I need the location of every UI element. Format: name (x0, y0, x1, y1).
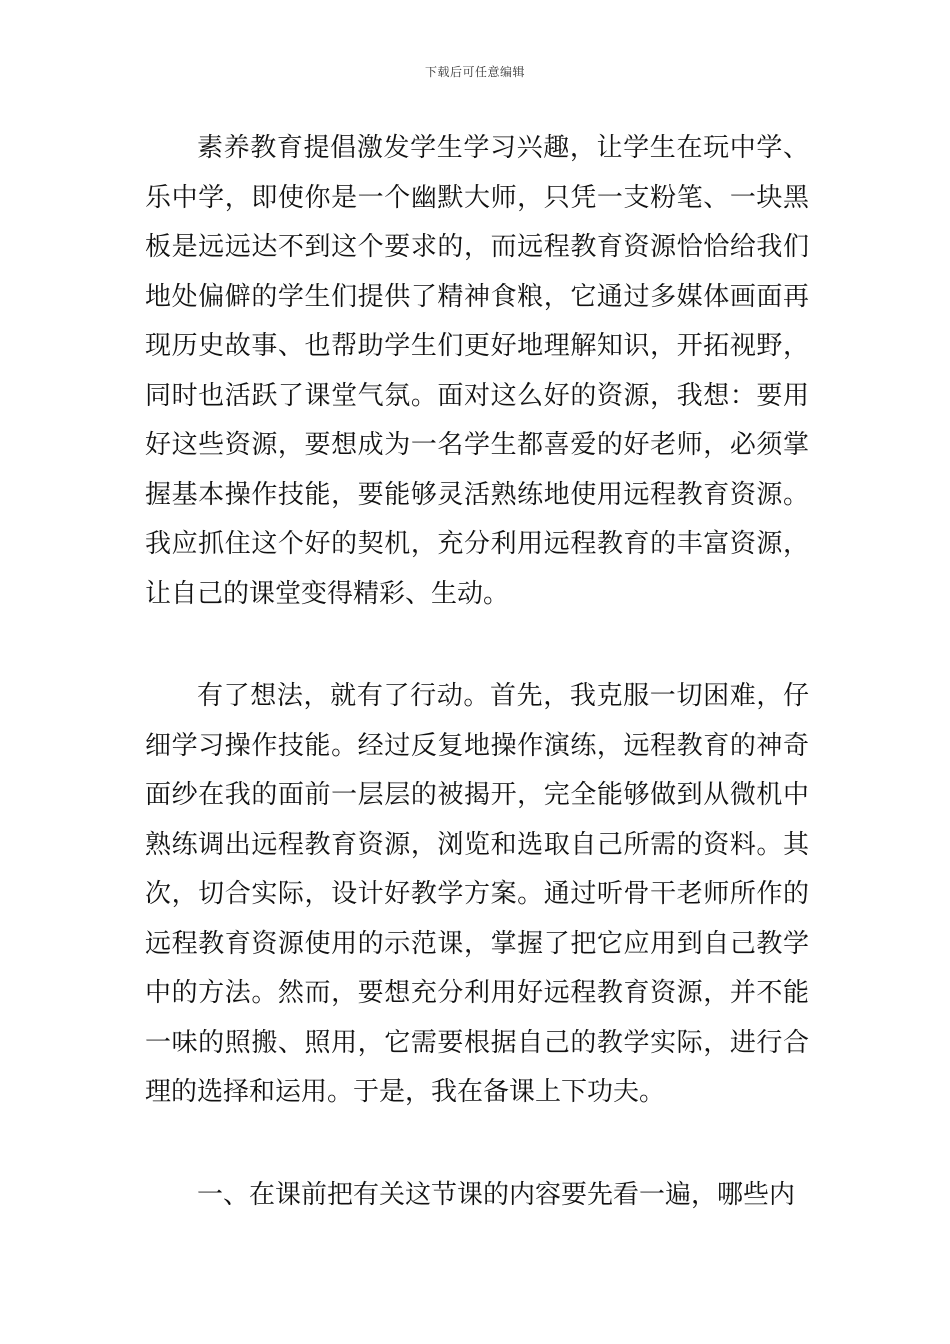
paragraph: 素养教育提倡激发学生学习兴趣，让学生在玩中学、乐中学，即使你是一个幽默大师，只凭一支粉笔、一块黑板是远远达不到这个要求的，而远程教育资源恰恰给我们地处偏僻的学生们提供了精神食粮，它通过多媒体画面再现历史故事、也帮助学生们更好地理解知识，开拓视野，同时也活跃了课堂气氛。面对这么好的资源，我想：要用好这些资源，要想成为一名学生都喜爱的好老师，必须掌握基本操作技能，要能够灵活熟练地使用远程教育资源。我应抓住这个好的契机，充分利用远程教育的丰富资源，让自己的课堂变得精彩、生动。 (145, 133, 809, 609)
page-header: 下载后可任意编辑 (424, 65, 525, 79)
paragraph: 一、在课前把有关这节课的内容要先看一遍，哪些内 (197, 1179, 796, 1210)
document-body (145, 124, 809, 1220)
paragraph: 有了想法，就有了行动。首先，我克服一切困难，仔细学习操作技能。经过反复地操作演练，远程教育的神奇面纱在我的面前一层层的被揭开，完全能够做到从微机中熟练调出远程教育资源，浏览和选取自己所需的资料。其次，切合实际，设计好教学方案。通过听骨干老师所作的远程教育资源使用的示范课，掌握了把它应用到自己教学中的方法。然而，要想充分利用好远程教育资源，并不能一味的照搬、照用，它需要根据自己的教学实际，进行合理的选择和运用。于是，我在备课上下功夫。 (145, 681, 809, 1107)
